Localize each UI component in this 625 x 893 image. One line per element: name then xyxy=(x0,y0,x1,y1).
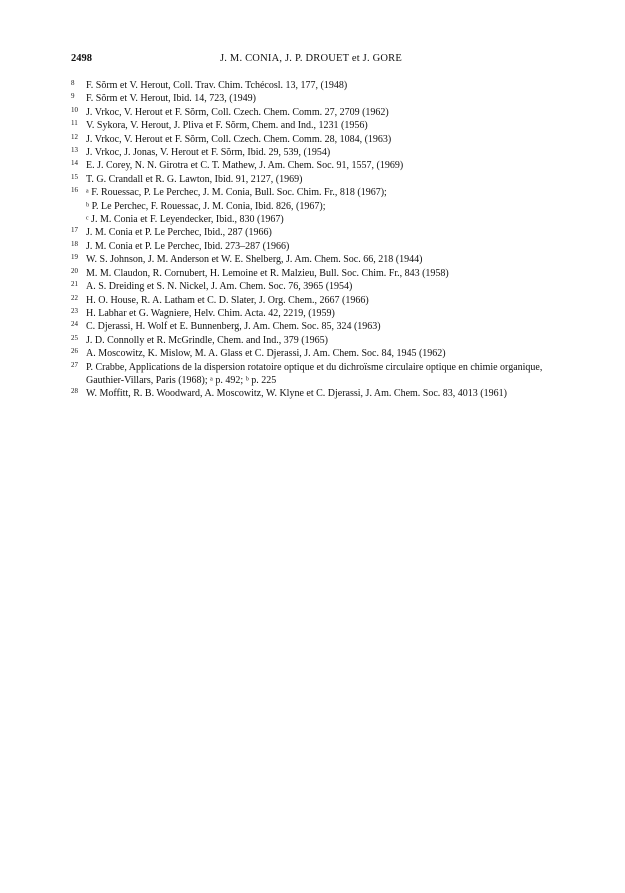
reference-item xyxy=(71,387,561,400)
reference-text: A. S. Dreiding et S. N. Nickel, J. Am. Chem. Soc. 76, 3965 (1954) xyxy=(86,281,353,293)
reference-item xyxy=(71,280,561,293)
running-head-authors: J. M. CONIA, J. P. DROUET et J. GORE xyxy=(219,53,403,64)
reference-text: F. Sŏrm et V. Herout, Coll. Trav. Chim. Tchécosl. 13, 177, (1948) xyxy=(86,80,348,91)
reference-number: 18 xyxy=(71,239,78,248)
reference-text: V. Sykora, V. Herout, J. Pliva et F. Sŏrm, Chem. and Ind., 1231 (1956) xyxy=(86,120,368,132)
page-number: 2498 xyxy=(71,53,92,64)
reference-item xyxy=(71,173,561,186)
reference-text: J. Vrkoc, V. Herout et F. Sŏrm, Coll. Czech. Chem. Comm. 27, 2709 (1962) xyxy=(86,106,389,118)
reference-number: 23 xyxy=(71,306,78,315)
reference-text: M. M. Claudon, R. Cornubert, H. Lemoine et R. Malzieu, Bull. Soc. Chim. Fr., 843 (1958) xyxy=(86,267,449,279)
page-header xyxy=(71,53,551,67)
reference-number: 11 xyxy=(71,119,78,128)
reference-number: 26 xyxy=(71,347,78,356)
reference-text: ᵃ F. Rouessac, P. Le Perchec, J. M. Conia, Bull. Soc. Chim. Fr., 818 (1967); xyxy=(86,187,387,199)
reference-number: 28 xyxy=(71,387,78,396)
reference-item xyxy=(71,213,561,226)
reference-text: J. Vrkoc, J. Jonas, V. Herout et F. Sŏrm, Ibid. 29, 539, (1954) xyxy=(86,147,331,159)
reference-item xyxy=(71,334,561,347)
reference-text: C. Djerassi, H. Wolf et E. Bunnenberg, J. Am. Chem. Soc. 85, 324 (1963) xyxy=(86,321,381,333)
reference-number: 19 xyxy=(71,253,78,262)
reference-list xyxy=(71,79,561,401)
reference-number: 14 xyxy=(71,159,78,168)
reference-number: 24 xyxy=(71,320,78,329)
reference-item xyxy=(71,267,561,280)
reference-number: 12 xyxy=(71,132,78,141)
reference-text: T. G. Crandall et R. G. Lawton, Ibid. 91, 2127, (1969) xyxy=(86,173,303,185)
reference-text: H. Labhar et G. Wagniere, Helv. Chim. Acta. 42, 2219, (1959) xyxy=(86,307,335,319)
reference-item xyxy=(71,133,561,146)
reference-text: P. Crabbe, Applications de la dispersion rotatoire optique et du dichroïsme circulaire optique en chimie organique, Gauthier-Villars, Paris (1968); ᵃ p. 492; ᵇ p. 225 xyxy=(86,361,543,386)
reference-text: ᵇ P. Le Perchec, F. Rouessac, J. M. Conia, Ibid. 826, (1967); xyxy=(86,200,326,212)
reference-item xyxy=(71,294,561,307)
reference-text: J. Vrkoc, V. Herout et F. Sŏrm, Coll. Czech. Chem. Comm. 28, 1084, (1963) xyxy=(86,133,392,145)
reference-text: F. Sŏrm et V. Herout, Ibid. 14, 723, (1949) xyxy=(86,93,256,105)
reference-number: 10 xyxy=(71,105,78,114)
reference-item xyxy=(71,159,561,172)
reference-number: 8 xyxy=(71,79,75,87)
reference-number: 15 xyxy=(71,172,78,181)
reference-text: J. M. Conia et P. Le Perchec, Ibid., 287 (1966) xyxy=(86,227,272,239)
reference-number: 27 xyxy=(71,360,78,369)
reference-number: 9 xyxy=(71,92,75,101)
reference-text: W. Moffitt, R. B. Woodward, A. Moscowitz, W. Klyne et C. Djerassi, J. Am. Chem. Soc. 83, 4013 (1961) xyxy=(86,388,507,400)
reference-text: J. D. Connolly et R. McGrindle, Chem. and Ind., 379 (1965) xyxy=(86,334,328,346)
reference-number: 16 xyxy=(71,186,78,195)
reference-text: H. O. House, R. A. Latham et C. D. Slater, J. Org. Chem., 2667 (1966) xyxy=(86,294,369,306)
reference-text: A. Moscowitz, K. Mislow, M. A. Glass et C. Djerassi, J. Am. Chem. Soc. 84, 1945 (1962) xyxy=(86,348,446,360)
reference-text: ᶜ J. M. Conia et F. Leyendecker, Ibid., 830 (1967) xyxy=(86,214,284,226)
reference-text: E. J. Corey, N. N. Girotra et C. T. Mathew, J. Am. Chem. Soc. 91, 1557, (1969) xyxy=(86,160,404,172)
reference-number: 21 xyxy=(71,280,78,289)
reference-item xyxy=(71,361,561,388)
reference-item xyxy=(71,79,561,92)
reference-number: 22 xyxy=(71,293,78,302)
reference-item xyxy=(71,307,561,320)
reference-item xyxy=(71,320,561,333)
reference-number: 13 xyxy=(71,146,78,155)
reference-item xyxy=(71,226,561,239)
reference-item xyxy=(71,253,561,266)
reference-item xyxy=(71,119,561,132)
reference-text: W. S. Johnson, J. M. Anderson et W. E. Shelberg, J. Am. Chem. Soc. 66, 218 (1944) xyxy=(86,254,423,266)
reference-item xyxy=(71,200,561,213)
reference-item xyxy=(71,146,561,159)
reference-number: 17 xyxy=(71,226,78,235)
reference-item xyxy=(71,106,561,119)
reference-item xyxy=(71,92,561,105)
reference-number: 25 xyxy=(71,333,78,342)
reference-item xyxy=(71,347,561,360)
reference-number: 20 xyxy=(71,266,78,275)
reference-item xyxy=(71,240,561,253)
reference-text: J. M. Conia et P. Le Perchec, Ibid. 273–287 (1966) xyxy=(86,240,290,252)
reference-item xyxy=(71,186,561,199)
